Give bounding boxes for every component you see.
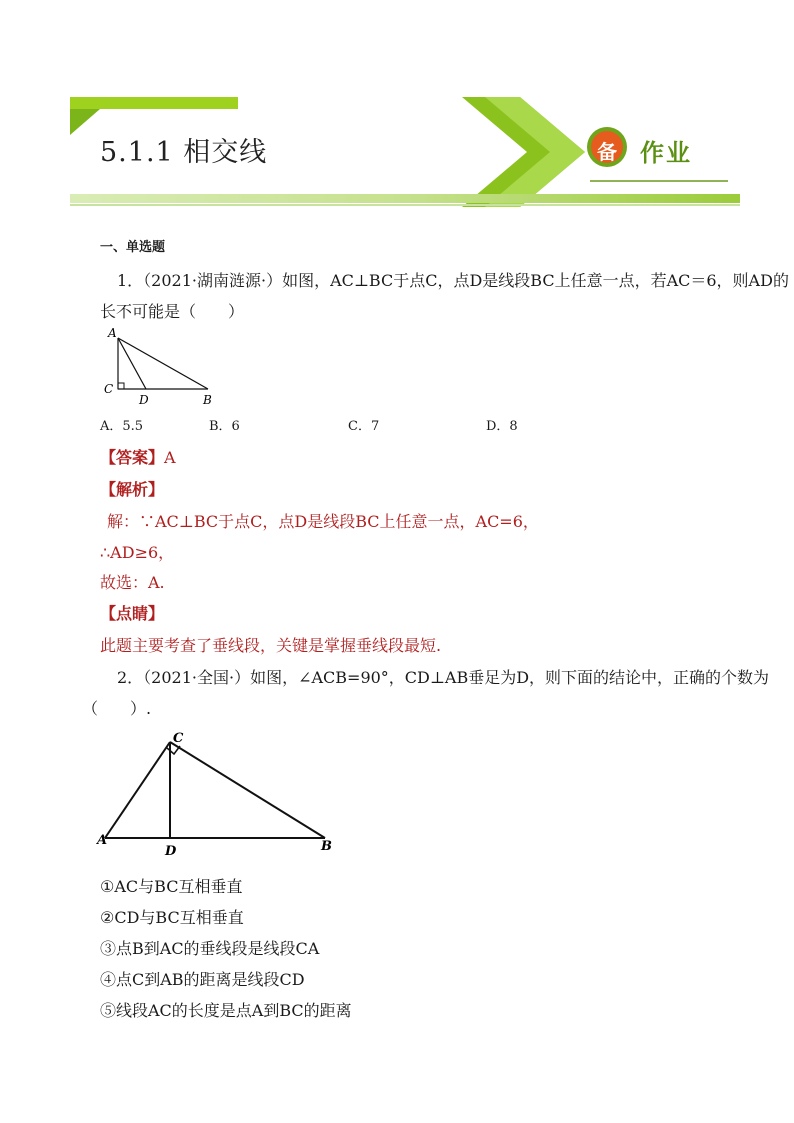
answer-tag: 【答案】	[100, 448, 165, 467]
q1-label-c: C	[104, 382, 114, 396]
q2-label-d: D	[165, 844, 177, 859]
q2-label-a: A	[97, 833, 108, 848]
badge-icon: 备	[597, 140, 617, 164]
q2-stem-line2: （ ）.	[82, 699, 152, 718]
badge-label: 作业	[640, 139, 692, 167]
q1-label-b: B	[203, 393, 212, 407]
q1-label-a: A	[108, 326, 117, 340]
q1-option-c: C．7	[348, 419, 380, 434]
q1-answer	[100, 445, 176, 468]
q1-label-d: D	[139, 393, 149, 407]
q2-statement-5: ⑤线段AC的长度是点A到BC的距离	[100, 1001, 352, 1020]
analysis-line-3: 故选：A.	[100, 573, 165, 592]
q2-figure	[95, 726, 340, 861]
comment-tag: 【点睛】	[100, 604, 165, 623]
answer-value: A	[164, 448, 176, 467]
analysis-line-2: ∴AD≥6，	[100, 543, 175, 562]
q1-option-a: A．5.5	[100, 419, 144, 434]
q1-option-d: D．8	[486, 419, 518, 434]
analysis-tag: 【解析】	[100, 480, 165, 499]
page-title: 5.1.1 相交线	[100, 137, 268, 168]
q1-option-b: B．6	[209, 419, 240, 434]
q1-stem-line2: 长不可能是（ ）	[100, 302, 245, 321]
q2-stem-line1: 2．（2021·全国·）如图，∠ACB=90°，CD⊥AB垂足为D，则下面的结论中，正确的个数为	[117, 668, 770, 687]
q2-label-b: B	[321, 839, 332, 854]
analysis-line-1: 解：∵AC⊥BC于点C，点D是线段BC上任意一点，AC=6，	[107, 512, 539, 531]
header-banner	[0, 0, 794, 230]
q1-stem-line1: 1．（2021·湖南涟源·）如图，AC⊥BC于点C，点D是线段BC上任意一点，若AC＝6，则AD的	[117, 271, 789, 290]
q1-figure	[100, 322, 230, 408]
q2-statement-3: ③点B到AC的垂线段是线段CA	[100, 939, 320, 958]
section-title: 一、单选题	[100, 240, 166, 255]
q2-statement-1: ①AC与BC互相垂直	[100, 877, 243, 896]
comment-text: 此题主要考查了垂线段，关键是掌握垂线段最短.	[100, 636, 442, 655]
q2-label-c: C	[173, 731, 184, 746]
q2-statement-4: ④点C到AB的距离是线段CD	[100, 970, 305, 989]
q2-statement-2: ②CD与BC互相垂直	[100, 908, 244, 927]
